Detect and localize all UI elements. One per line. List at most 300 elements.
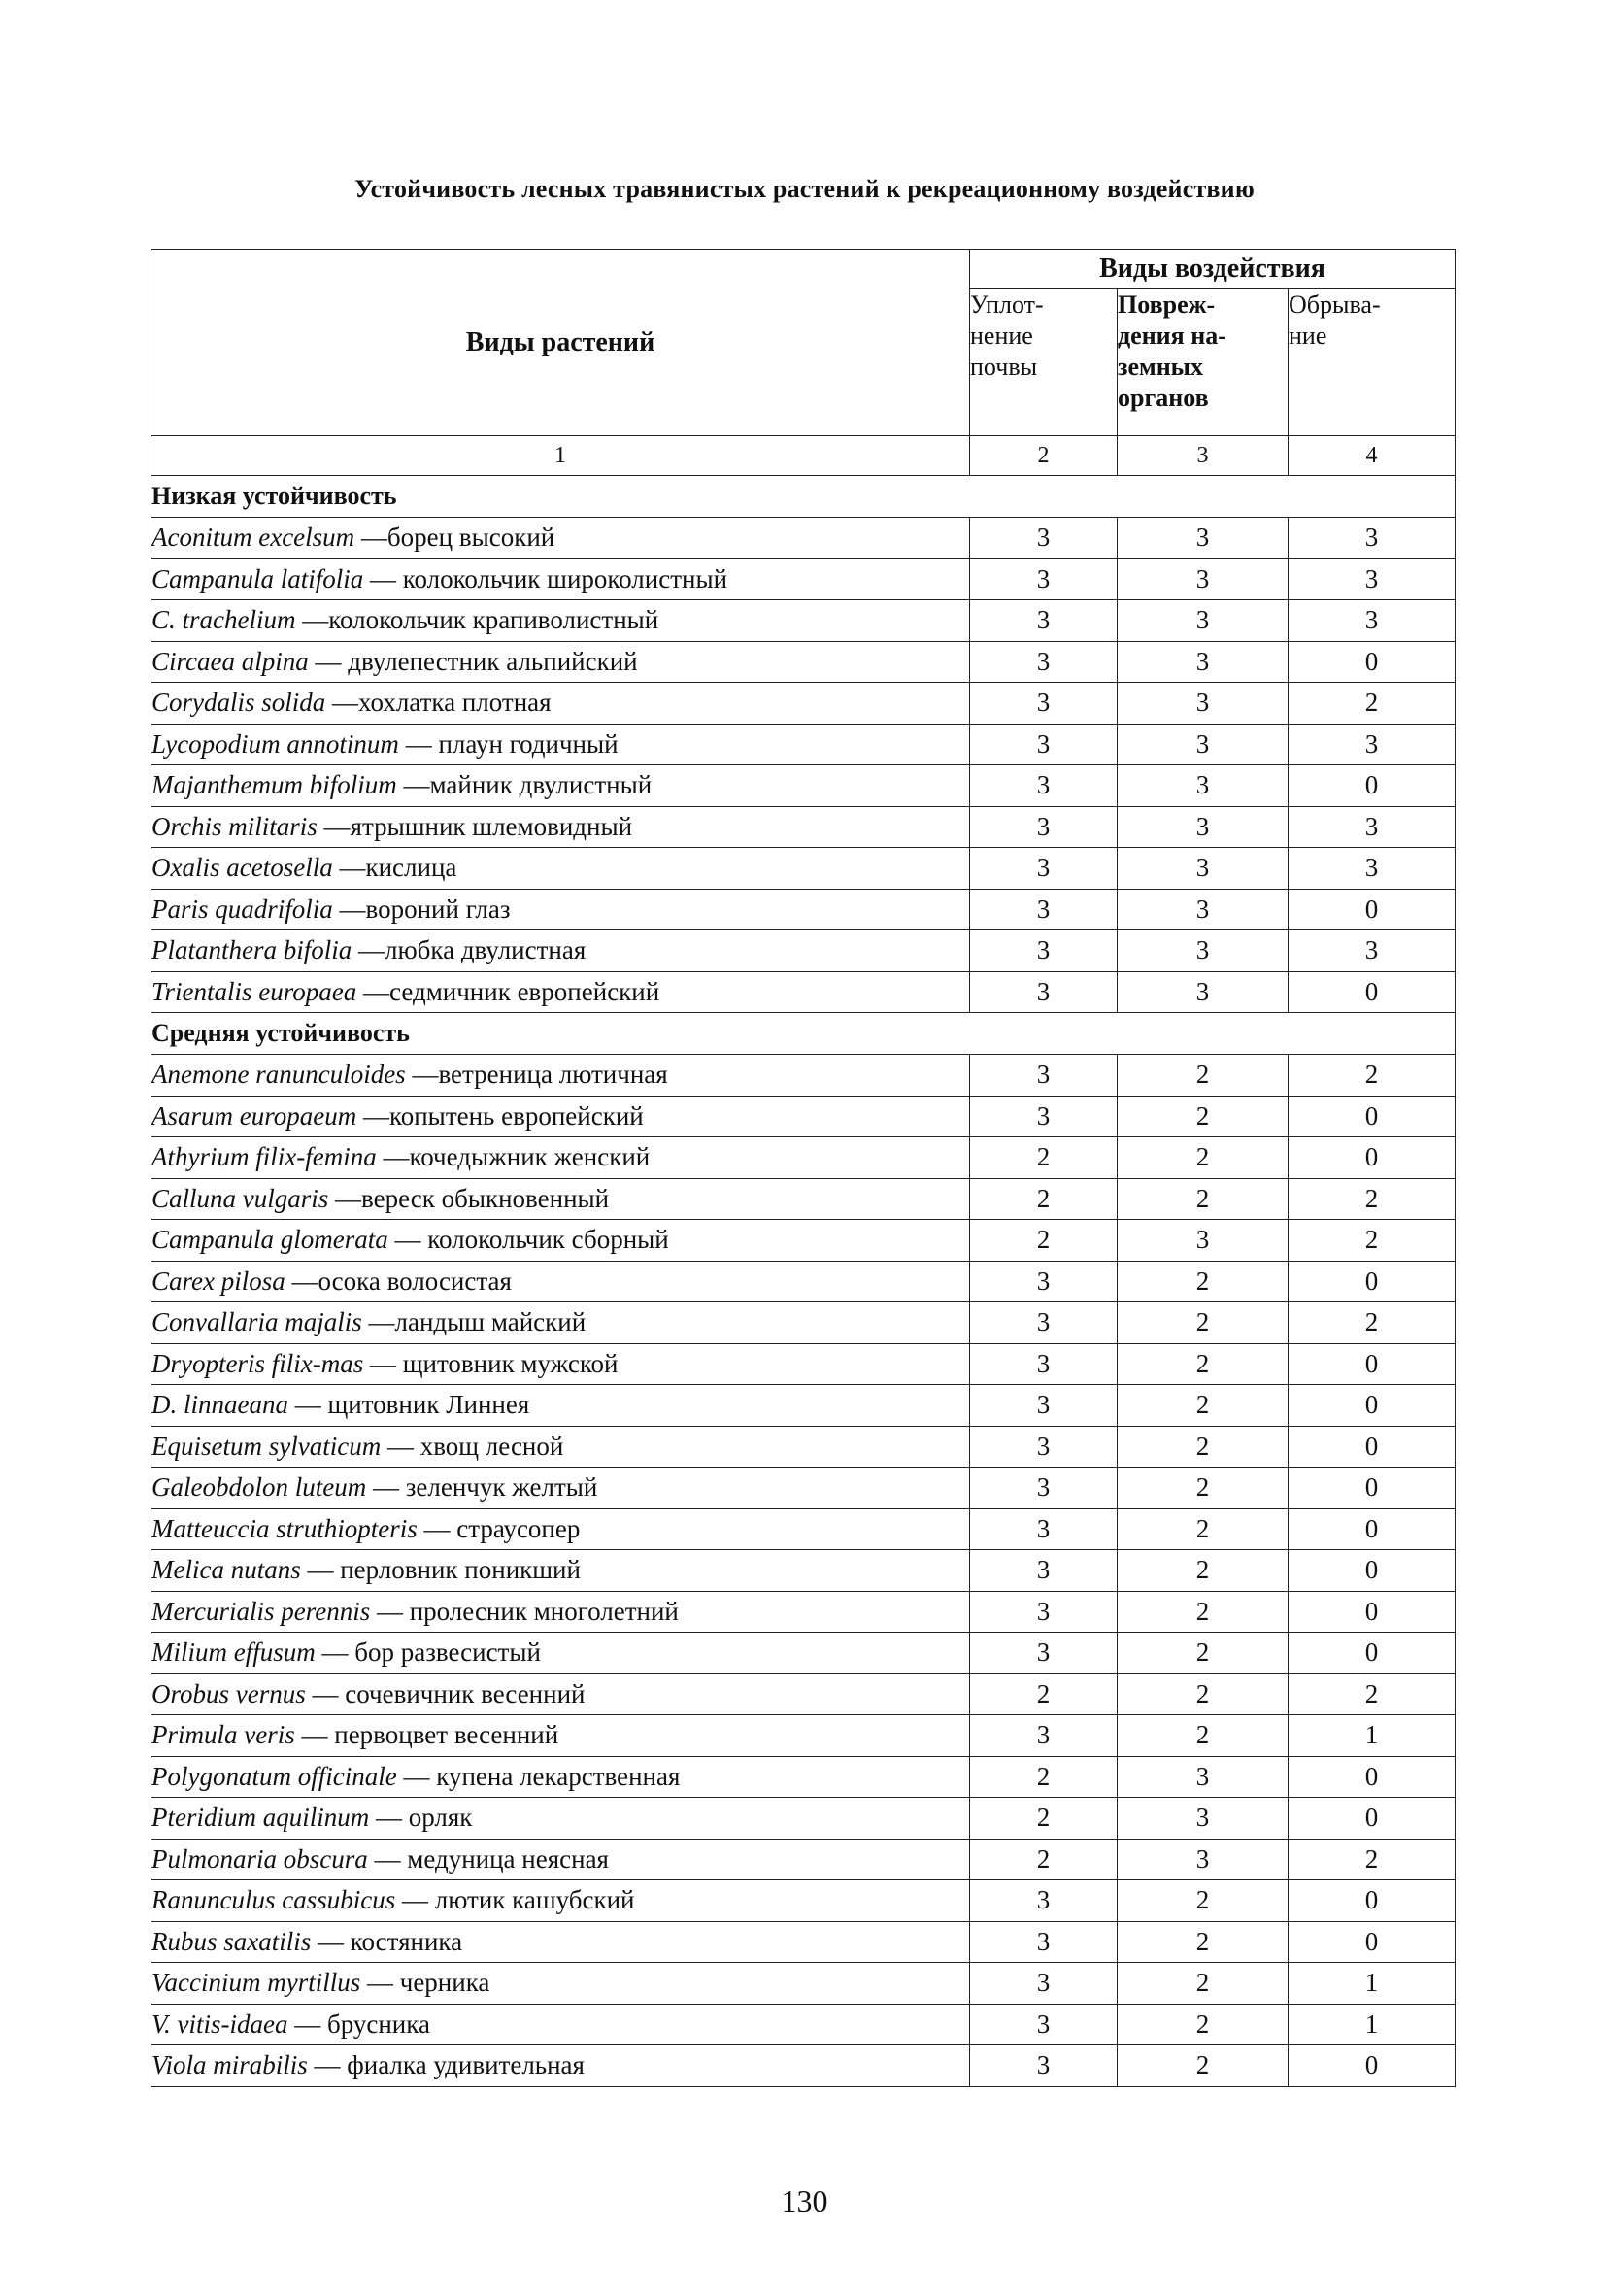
latin-name: Viola mirabilis (151, 2050, 308, 2080)
tearing-value: 0 (1289, 1550, 1456, 1592)
table-row (151, 1756, 1456, 1798)
name-separator: — (387, 1225, 428, 1255)
latin-name: Galeobdolon luteum (151, 1472, 367, 1503)
name-separator: — (300, 1555, 341, 1585)
table-row (151, 1880, 1456, 1922)
russian-name: колокольчик широколистный (402, 563, 728, 593)
name-separator: — (325, 688, 359, 718)
latin-name: Calluna vulgaris (151, 1183, 329, 1213)
tearing-value: 0 (1289, 1798, 1456, 1840)
latin-name: Pulmonaria obscura (151, 1843, 368, 1874)
soil-compaction-value: 3 (970, 848, 1118, 890)
plant-name-cell (151, 889, 970, 930)
name-separator: — (352, 935, 385, 965)
header-soil-compaction: Уплот- нение почвы (970, 289, 1118, 436)
tearing-value: 1 (1289, 1715, 1456, 1757)
plant-name-cell (151, 2045, 970, 2087)
tearing-value: 3 (1289, 724, 1456, 765)
header-plants: Виды растений (151, 250, 970, 436)
aboveground-damage-value: 2 (1118, 1096, 1289, 1137)
plant-name-cell (151, 600, 970, 642)
latin-name: Aconitum excelsum (151, 523, 355, 553)
tearing-value: 2 (1289, 1220, 1456, 1262)
russian-name: плаун годичный (438, 728, 619, 759)
soil-compaction-value: 3 (970, 1426, 1118, 1468)
soil-compaction-value: 3 (970, 1880, 1118, 1922)
tearing-value: 0 (1289, 1426, 1456, 1468)
name-separator: — (363, 563, 403, 593)
table-row (151, 1055, 1456, 1097)
name-separator: — (308, 646, 349, 676)
table-row (151, 1798, 1456, 1840)
tearing-value: 2 (1289, 1302, 1456, 1344)
russian-name: хвощ лесной (419, 1431, 564, 1461)
name-separator: — (405, 1060, 439, 1090)
resistance-table (151, 249, 1456, 2087)
group-header-row (151, 476, 1456, 518)
russian-name: пролесник многолетний (409, 1596, 679, 1626)
russian-name: перловник поникший (340, 1555, 581, 1585)
russian-name: первоцвет весенний (334, 1720, 559, 1750)
aboveground-damage-value: 2 (1118, 1921, 1289, 1963)
name-separator: — (285, 1266, 318, 1296)
tearing-value: 0 (1289, 1261, 1456, 1302)
russian-name: ятрышник шлемовидный (350, 811, 633, 841)
header-effects: Виды воздействия (970, 250, 1456, 289)
name-separator: — (294, 1720, 335, 1750)
soil-compaction-value: 3 (970, 1963, 1118, 2005)
russian-name: медуница неясная (407, 1843, 609, 1874)
russian-name: ландыш майский (394, 1307, 587, 1337)
soil-compaction-value: 3 (970, 600, 1118, 642)
latin-name: Mercurialis perennis (151, 1596, 371, 1626)
soil-compaction-value: 2 (970, 1178, 1118, 1220)
latin-name: Dryopteris filix-mas (151, 1348, 364, 1378)
group-title: Средняя устойчивость (151, 1013, 1456, 1055)
aboveground-damage-value: 2 (1118, 1673, 1289, 1715)
tearing-value: 0 (1289, 1137, 1456, 1179)
plant-name-cell (151, 558, 970, 600)
russian-name: борец высокий (386, 523, 555, 553)
plant-name-cell (151, 1302, 970, 1344)
tearing-value: 2 (1289, 1055, 1456, 1097)
aboveground-damage-value: 2 (1118, 1963, 1289, 2005)
plant-name-cell (151, 971, 970, 1013)
tearing-value: 0 (1289, 1096, 1456, 1137)
aboveground-damage-value: 2 (1118, 1137, 1289, 1179)
aboveground-damage-value: 3 (1118, 518, 1289, 559)
aboveground-damage-value: 3 (1118, 1220, 1289, 1262)
soil-compaction-value: 3 (970, 930, 1118, 972)
aboveground-damage-value: 2 (1118, 1880, 1289, 1922)
latin-name: V. vitis-idaea (151, 2009, 288, 2039)
table-row (151, 1839, 1456, 1880)
plant-name-cell (151, 1880, 970, 1922)
tearing-value: 0 (1289, 1385, 1456, 1427)
table-row (151, 1220, 1456, 1262)
soil-compaction-value: 2 (970, 1839, 1118, 1880)
soil-compaction-value: 3 (970, 806, 1118, 848)
latin-name: Oxalis acetosella (151, 853, 333, 883)
plant-name-cell (151, 1261, 970, 1302)
latin-name: Orchis militaris (151, 811, 318, 841)
table-row (151, 724, 1456, 765)
table-row (151, 930, 1456, 972)
russian-name: страусопер (456, 1513, 581, 1543)
tearing-value: 2 (1289, 683, 1456, 725)
table-row (151, 600, 1456, 642)
soil-compaction-value: 3 (970, 518, 1118, 559)
table-row (151, 806, 1456, 848)
table-row (151, 558, 1456, 600)
aboveground-damage-value: 3 (1118, 600, 1289, 642)
russian-name: черника (399, 1968, 490, 1998)
table-row (151, 889, 1456, 930)
soil-compaction-value: 3 (970, 1302, 1118, 1344)
aboveground-damage-value: 2 (1118, 1591, 1289, 1633)
plant-name-cell (151, 848, 970, 890)
plant-name-cell (151, 1096, 970, 1137)
table-row (151, 518, 1456, 559)
name-separator: — (317, 811, 351, 841)
tearing-value: 0 (1289, 1633, 1456, 1674)
aboveground-damage-value: 2 (1118, 1715, 1289, 1757)
tearing-value: 0 (1289, 1468, 1456, 1509)
soil-compaction-value: 2 (970, 1137, 1118, 1179)
name-separator: — (395, 1885, 435, 1915)
plant-name-cell (151, 1508, 970, 1550)
soil-compaction-value: 2 (970, 1798, 1118, 1840)
tearing-value: 1 (1289, 2004, 1456, 2045)
plant-name-cell (151, 2004, 970, 2045)
latin-name: Lycopodium annotinum (151, 728, 399, 759)
aboveground-damage-value: 2 (1118, 1261, 1289, 1302)
soil-compaction-value: 3 (970, 1715, 1118, 1757)
tearing-value: 3 (1289, 930, 1456, 972)
aboveground-damage-value: 3 (1118, 889, 1289, 930)
latin-name: Circaea alpina (151, 646, 309, 676)
russian-name: зеленчук желтый (405, 1472, 598, 1503)
plant-name-cell (151, 1343, 970, 1385)
latin-name: Matteuccia struthiopteris (151, 1513, 418, 1543)
name-separator: — (370, 1596, 410, 1626)
name-separator: — (311, 1926, 351, 1956)
table-row (151, 1550, 1456, 1592)
name-separator: — (354, 523, 387, 553)
soil-compaction-value: 3 (970, 1633, 1118, 1674)
table-row (151, 1715, 1456, 1757)
russian-name: хохлатка плотная (358, 688, 552, 718)
latin-name: Majanthemum bifolium (151, 770, 397, 800)
aboveground-damage-value: 2 (1118, 1550, 1289, 1592)
soil-compaction-value: 3 (970, 2004, 1118, 2045)
header-aboveground-damage: Повреж- дения на- земных органов (1118, 289, 1289, 436)
plant-name-cell (151, 1839, 970, 1880)
latin-name: Convallaria majalis (151, 1307, 362, 1337)
name-separator: — (307, 2050, 348, 2080)
russian-name: майник двулистный (429, 770, 653, 800)
latin-name: Platanthera bifolia (151, 935, 352, 965)
table-row (151, 2045, 1456, 2087)
latin-name: Vaccinium myrtillus (151, 1968, 361, 1998)
soil-compaction-value: 2 (970, 1220, 1118, 1262)
russian-name: щитовник Линнея (327, 1390, 530, 1420)
name-separator: — (288, 1390, 328, 1420)
plant-name-cell (151, 1426, 970, 1468)
latin-name: Corydalis solida (151, 688, 326, 718)
name-separator: — (356, 1100, 389, 1131)
table-row (151, 1096, 1456, 1137)
tearing-value: 0 (1289, 1921, 1456, 1963)
russian-name: кочедыжник женский (409, 1142, 651, 1172)
page-number: 130 (781, 2183, 828, 2218)
name-separator: — (367, 1843, 408, 1874)
plant-name-cell (151, 1798, 970, 1840)
soil-compaction-value: 3 (970, 683, 1118, 725)
soil-compaction-value: 3 (970, 1468, 1118, 1509)
table-row (151, 1426, 1456, 1468)
aboveground-damage-value: 3 (1118, 1756, 1289, 1798)
russian-name: вороний глаз (365, 894, 511, 924)
plant-name-cell (151, 765, 970, 807)
name-separator: — (396, 1761, 437, 1791)
aboveground-damage-value: 3 (1118, 1839, 1289, 1880)
aboveground-damage-value: 3 (1118, 1798, 1289, 1840)
tearing-value: 0 (1289, 1591, 1456, 1633)
russian-name: купена лекарственная (436, 1761, 681, 1791)
soil-compaction-value: 3 (970, 1591, 1118, 1633)
soil-compaction-value: 3 (970, 1550, 1118, 1592)
table-row (151, 1921, 1456, 1963)
plant-name-cell (151, 683, 970, 725)
table-row (151, 1137, 1456, 1179)
table-row (151, 2004, 1456, 2045)
russian-name: брусника (326, 2009, 430, 2039)
latin-name: Polygonatum officinale (151, 1761, 397, 1791)
table-row (151, 1178, 1456, 1220)
latin-name: Anemone ranunculoides (151, 1060, 406, 1090)
latin-name: Equisetum sylvaticum (151, 1431, 382, 1461)
aboveground-damage-value: 3 (1118, 930, 1289, 972)
name-separator: — (332, 894, 366, 924)
plant-name-cell (151, 1591, 970, 1633)
table-row (151, 683, 1456, 725)
russian-name: двулепестник альпийский (348, 646, 638, 676)
latin-name: Pteridium aquilinum (151, 1803, 370, 1833)
name-separator: — (376, 1142, 410, 1172)
russian-name: осока волосистая (318, 1266, 512, 1296)
column-number: 4 (1289, 436, 1456, 476)
tearing-value: 3 (1289, 848, 1456, 890)
table-row (151, 971, 1456, 1013)
latin-name: Carex pilosa (151, 1266, 285, 1296)
column-number: 2 (970, 436, 1118, 476)
plant-name-cell (151, 1963, 970, 2005)
aboveground-damage-value: 2 (1118, 1508, 1289, 1550)
latin-name: Campanula latifolia (151, 563, 364, 593)
soil-compaction-value: 3 (970, 558, 1118, 600)
name-separator: — (381, 1431, 420, 1461)
name-separator: — (305, 1678, 346, 1708)
table-row (151, 1508, 1456, 1550)
aboveground-damage-value: 3 (1118, 724, 1289, 765)
aboveground-damage-value: 3 (1118, 848, 1289, 890)
name-separator: — (332, 853, 366, 883)
header-tearing: Обрыва- ние (1289, 289, 1456, 436)
soil-compaction-value: 3 (970, 1096, 1118, 1137)
table-row (151, 1591, 1456, 1633)
plant-name-cell (151, 1673, 970, 1715)
aboveground-damage-value: 2 (1118, 1178, 1289, 1220)
table-row (151, 1468, 1456, 1509)
plant-name-cell (151, 1055, 970, 1097)
aboveground-damage-value: 3 (1118, 641, 1289, 683)
plant-name-cell (151, 1921, 970, 1963)
tearing-value: 3 (1289, 806, 1456, 848)
plant-name-cell (151, 641, 970, 683)
tearing-value: 0 (1289, 1756, 1456, 1798)
plant-name-cell (151, 1756, 970, 1798)
name-separator: — (396, 770, 430, 800)
latin-name: Melica nutans (151, 1555, 301, 1585)
aboveground-damage-value: 3 (1118, 558, 1289, 600)
table-row (151, 765, 1456, 807)
aboveground-damage-value: 2 (1118, 2004, 1289, 2045)
russian-name: щитовник мужской (402, 1348, 619, 1378)
name-separator: — (315, 1638, 355, 1668)
tearing-value: 1 (1289, 1963, 1456, 2005)
aboveground-damage-value: 2 (1118, 1055, 1289, 1097)
latin-name: Milium effusum (151, 1638, 316, 1668)
russian-name: ветреница лютичная (438, 1060, 668, 1090)
latin-name: Orobus vernus (151, 1678, 306, 1708)
soil-compaction-value: 3 (970, 1385, 1118, 1427)
russian-name: лютик кашубский (434, 1885, 635, 1915)
group-header-row (151, 1013, 1456, 1055)
latin-name: Ranunculus cassubicus (151, 1885, 396, 1915)
soil-compaction-value: 3 (970, 1508, 1118, 1550)
name-separator: — (417, 1513, 457, 1543)
plant-name-cell (151, 1178, 970, 1220)
table-body (151, 476, 1456, 2087)
table-row (151, 1963, 1456, 2005)
russian-name: костяника (350, 1926, 463, 1956)
tearing-value: 0 (1289, 1343, 1456, 1385)
aboveground-damage-value: 2 (1118, 2045, 1289, 2087)
tearing-value: 0 (1289, 971, 1456, 1013)
russian-name: любка двулистная (385, 935, 587, 965)
soil-compaction-value: 3 (970, 1343, 1118, 1385)
table-row (151, 1343, 1456, 1385)
table-row (151, 1385, 1456, 1427)
tearing-value: 0 (1289, 1880, 1456, 1922)
soil-compaction-value: 3 (970, 641, 1118, 683)
table-row (151, 1302, 1456, 1344)
column-number: 1 (151, 436, 970, 476)
russian-name: бор развесистый (354, 1638, 541, 1668)
tearing-value: 0 (1289, 889, 1456, 930)
table-row (151, 848, 1456, 890)
latin-name: Athyrium filix-femina (151, 1142, 377, 1172)
soil-compaction-value: 3 (970, 724, 1118, 765)
plant-name-cell (151, 518, 970, 559)
russian-name: фиалка удивительная (347, 2050, 585, 2080)
plant-name-cell (151, 1137, 970, 1179)
latin-name: Campanula glomerata (151, 1225, 388, 1255)
table-row (151, 1633, 1456, 1674)
tearing-value: 3 (1289, 558, 1456, 600)
russian-name: седмичник европейский (389, 976, 660, 1006)
plant-name-cell (151, 1715, 970, 1757)
tearing-value: 2 (1289, 1178, 1456, 1220)
tearing-value: 0 (1289, 641, 1456, 683)
plant-name-cell (151, 1385, 970, 1427)
latin-name: C. trachelium (151, 605, 296, 635)
name-separator: — (398, 728, 439, 759)
tearing-value: 2 (1289, 1839, 1456, 1880)
aboveground-damage-value: 3 (1118, 765, 1289, 807)
tearing-value: 0 (1289, 765, 1456, 807)
column-number: 3 (1118, 436, 1289, 476)
soil-compaction-value: 3 (970, 971, 1118, 1013)
name-separator: — (369, 1803, 409, 1833)
aboveground-damage-value: 2 (1118, 1343, 1289, 1385)
soil-compaction-value: 3 (970, 765, 1118, 807)
latin-name: D. linnaeana (151, 1390, 288, 1420)
soil-compaction-value: 3 (970, 1921, 1118, 1963)
plant-name-cell (151, 724, 970, 765)
group-title: Низкая устойчивость (151, 476, 1456, 518)
aboveground-damage-value: 3 (1118, 806, 1289, 848)
tearing-value: 3 (1289, 600, 1456, 642)
soil-compaction-value: 3 (970, 1261, 1118, 1302)
table-row (151, 1261, 1456, 1302)
latin-name: Paris quadrifolia (151, 894, 333, 924)
plant-name-cell (151, 1220, 970, 1262)
russian-name: сочевичник весенний (345, 1678, 586, 1708)
plant-name-cell (151, 806, 970, 848)
aboveground-damage-value: 2 (1118, 1302, 1289, 1344)
tearing-value: 3 (1289, 518, 1456, 559)
plant-name-cell (151, 930, 970, 972)
soil-compaction-value: 3 (970, 2045, 1118, 2087)
latin-name: Rubus saxatilis (151, 1926, 312, 1956)
table-row (151, 641, 1456, 683)
latin-name: Primula veris (151, 1720, 295, 1750)
table-row (151, 1673, 1456, 1715)
russian-name: колокольчик сборный (427, 1225, 669, 1255)
column-numbers-row (151, 436, 1456, 476)
aboveground-damage-value: 2 (1118, 1633, 1289, 1674)
tearing-value: 0 (1289, 1508, 1456, 1550)
soil-compaction-value: 3 (970, 889, 1118, 930)
plant-name-cell (151, 1550, 970, 1592)
aboveground-damage-value: 2 (1118, 1468, 1289, 1509)
russian-name: вереск обыкновенный (361, 1183, 610, 1213)
tearing-value: 2 (1289, 1673, 1456, 1715)
soil-compaction-value: 2 (970, 1756, 1118, 1798)
russian-name: орляк (408, 1803, 473, 1833)
aboveground-damage-value: 3 (1118, 971, 1289, 1013)
name-separator: — (287, 2009, 327, 2039)
aboveground-damage-value: 2 (1118, 1426, 1289, 1468)
russian-name: кислица (365, 853, 457, 883)
name-separator: — (295, 605, 329, 635)
page-title: Устойчивость лесных травянистых растений к рекреационному воздействию (354, 175, 1255, 203)
latin-name: Asarum europaeum (151, 1100, 357, 1131)
tearing-value: 0 (1289, 2045, 1456, 2087)
soil-compaction-value: 3 (970, 1055, 1118, 1097)
